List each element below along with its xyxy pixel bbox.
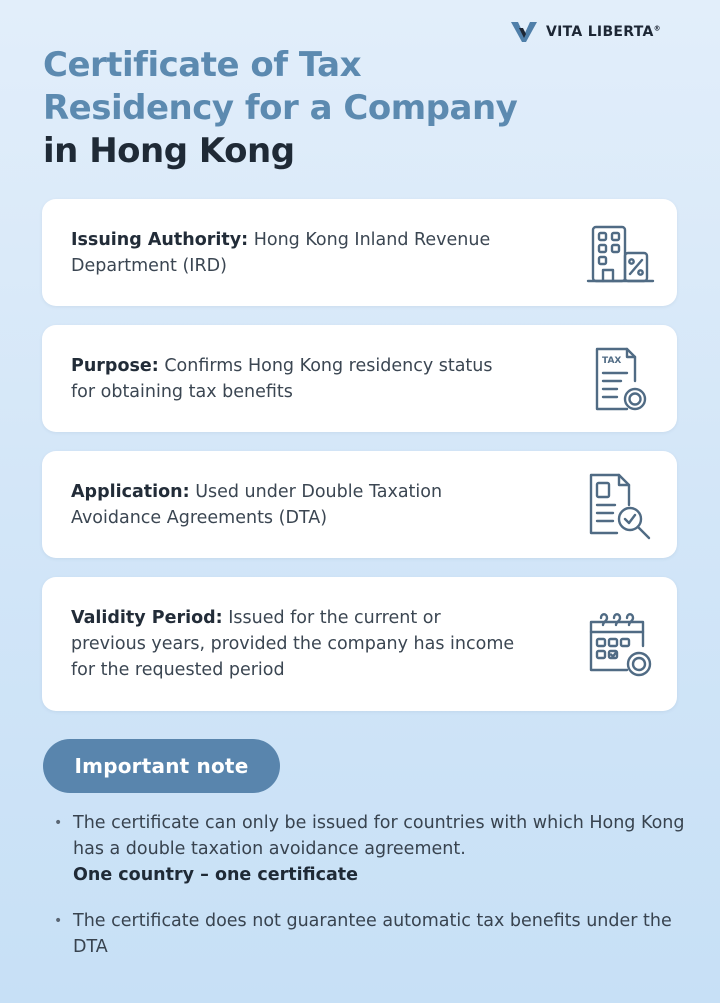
title-line-3: in Hong Kong xyxy=(43,131,295,171)
brand-logo xyxy=(510,20,661,44)
important-note-heading: Important note xyxy=(43,739,280,793)
note-item-1 xyxy=(52,810,692,888)
title-line-2: Residency for a Company xyxy=(43,88,518,128)
note-item-2 xyxy=(52,908,692,960)
title-line-1: Certificate of Tax xyxy=(43,45,362,85)
card-application-text: Application: Used under Double Taxation Avoidance Agreements (DTA) xyxy=(71,481,443,528)
note-item-1-emphasis: One country – one certificate xyxy=(73,865,359,885)
card-application xyxy=(42,451,677,558)
card-validity-period xyxy=(42,577,677,711)
note-item-1-text: The certificate can only be issued for countries with which Hong Kong has a double taxation avoidance agreement. xyxy=(73,813,685,859)
brand-name: VITA LIBERTA® xyxy=(546,24,661,40)
document-search-icon xyxy=(583,467,659,543)
tax-document-icon xyxy=(583,341,659,417)
page-title xyxy=(43,44,517,173)
vita-liberta-logo-icon xyxy=(510,20,540,44)
card-issuing-authority-text: Issuing Authority: Hong Kong Inland Revenue Department (IRD) xyxy=(71,229,491,276)
card-validity-period-text: Validity Period: Issued for the current or previous years, provided the company has income for the requested period xyxy=(71,608,515,680)
card-issuing-authority xyxy=(42,199,677,306)
svg-text:TAX: TAX xyxy=(602,355,622,366)
card-purpose xyxy=(42,325,677,432)
note-item-2-text: The certificate does not guarantee automatic tax benefits under the DTA xyxy=(73,911,672,957)
important-note-list xyxy=(52,810,692,980)
calendar-search-icon xyxy=(583,606,659,682)
office-building-icon xyxy=(583,215,659,291)
card-purpose-text: Purpose: Confirms Hong Kong residency status for obtaining tax benefits xyxy=(71,355,493,402)
